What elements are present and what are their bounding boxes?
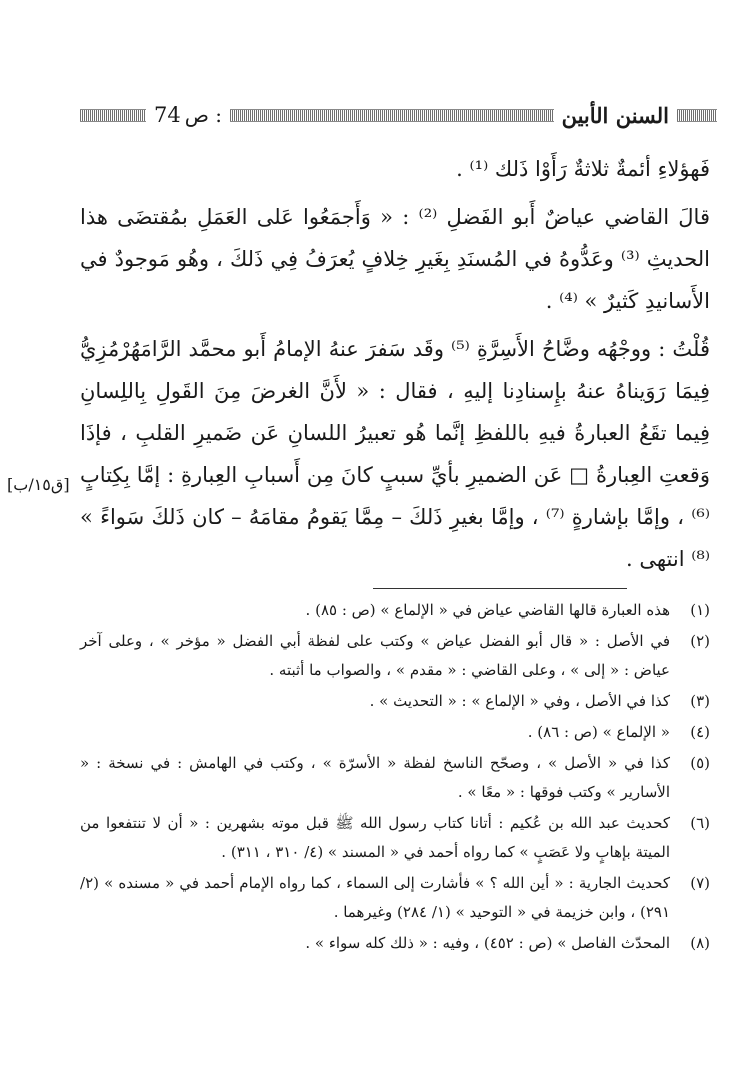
footnote-separator <box>373 588 627 589</box>
book-title: السنن الأبين <box>561 102 669 128</box>
page-number-label <box>154 103 222 127</box>
footnote-text: في الأصل : « قال أبو الفضل عياض » وكتب على لفظة أبي الفضل « مؤخر » ، وعلى آخر عياض : « إلى » ، وعلى القاضي : « مقدم » ، والصواب ما أثبته . <box>80 632 670 679</box>
paragraph-2: قالَ القاضي عياضٌ أَبو الفَضلِ ⁽²⁾ : « وَأَجمَعُوا عَلى العَمَلِ بمُقتضَى هذا الحديثِ ⁽³⁾ وعَدُّوهُ في المُسنَدِ بِغَيرِ خِلافٍ يُعرَفُ فِي ذَلكَ ، وهُو مَوجودٌ في الأَسانيدِ كَثيرٌ » ⁽⁴⁾ . <box>80 205 710 313</box>
footnote-text: كذا في الأصل ، وفي « الإلماع » : « التحديث » . <box>369 692 670 710</box>
footnote-text: المحدّث الفاصل » (ص : ٤٥٢) ، وفيه : « ذلك كله سواء » . <box>305 934 670 952</box>
page-number: 74 <box>154 103 181 127</box>
page-abbrev: ص : <box>184 103 223 127</box>
footnote-number: (١) <box>690 601 710 619</box>
footnote-text: هذه العبارة قالها القاضي عياض في « الإلماع » (ص : ٨٥) . <box>305 601 670 619</box>
running-header <box>80 100 717 130</box>
footnote-number: (٤) <box>690 723 710 741</box>
main-text <box>80 148 710 586</box>
footnote <box>80 929 710 958</box>
footnote <box>80 687 710 716</box>
footnote-number: (٧) <box>690 874 710 892</box>
footnotes <box>80 596 710 960</box>
footnote-number: (٦) <box>690 814 710 832</box>
footnote-number: (٣) <box>690 692 710 710</box>
header-ornament-left <box>80 109 146 122</box>
footnote-text: كحديث الجارية : « أين الله ؟ » فأشارت إلى السماء ، كما رواه الإمام أحمد في « مسنده » (٢/ ٢٩١) ، وابن خزيمة في « التوحيد » (١/ ٢٨٤) وغيرهما . <box>80 874 670 921</box>
footnote-text: كذا في « الأصل » ، وصحّح الناسخ لفظة « الأسرّة » ، وكتب في الهامش : في نسخة : « الأسارير » وكتب فوقها : « معًا » . <box>80 754 670 801</box>
footnote <box>80 627 710 685</box>
footnote <box>80 749 710 807</box>
footnote-number: (٨) <box>690 934 710 952</box>
header-ornament-right <box>677 109 717 122</box>
paragraph-3: قُلْتُ : ووجْهُه وضَّاحُ الأَسِرَّةِ ⁽⁵⁾ وقَد سَفرَ عنهُ الإمامُ أَبو محمَّد الرَّامَهُرْمُزِيُّ فِيمَا رَوَيناهُ عنهُ بإِسنادِنا إليهِ ، فقال : « لأَنَّ الغرضَ مِنَ القَولِ بِاللِسانِ فِيما تقَعُ العبارةُ فيهِ باللفظِ إنَّما هُو تعبيرُ اللسانِ عَن ضَميرِ القلبِ ، فإذَا وَقعتِ العِبارةُ □ عَن الضميرِ بأيِّ سببٍ كانَ مِن أَسبابِ العِبارةِ : إمَّا بِكِتابٍ ⁽⁶⁾ ، وإمَّا بإشارةٍ ⁽⁷⁾ ، وإمَّا بغيرِ ذَلكَ – مِمَّا يَقومُ مقامَهُ – كان ذَلكَ سَواءً » ⁽⁸⁾ انتهى . <box>80 337 710 571</box>
footnote <box>80 718 710 747</box>
footnote <box>80 869 710 927</box>
footnote <box>80 596 710 625</box>
footnote-number: (٢) <box>690 632 710 650</box>
paragraph-1: فَهؤلاءِ أئمةٌ ثلاثةٌ رَأَوْا ذَلك ⁽¹⁾ . <box>456 157 710 181</box>
header-ornament-middle <box>230 109 554 122</box>
footnote <box>80 809 710 867</box>
manuscript-folio-reference: [ق١٥/ب] <box>7 475 70 494</box>
footnote-number: (٥) <box>690 754 710 772</box>
footnote-text: كحديث عبد الله بن عُكيم : أتانا كتاب رسول الله ﷺ قبل موته بشهرين : « أن لا تنتفعوا من الميتة بإهابٍ ولا عَصَبٍ » كما رواه أحمد في « المسند » (٤/ ٣١٠ ، ٣١١) . <box>80 814 670 861</box>
footnote-text: « الإلماع » (ص : ٨٦) . <box>527 723 670 741</box>
